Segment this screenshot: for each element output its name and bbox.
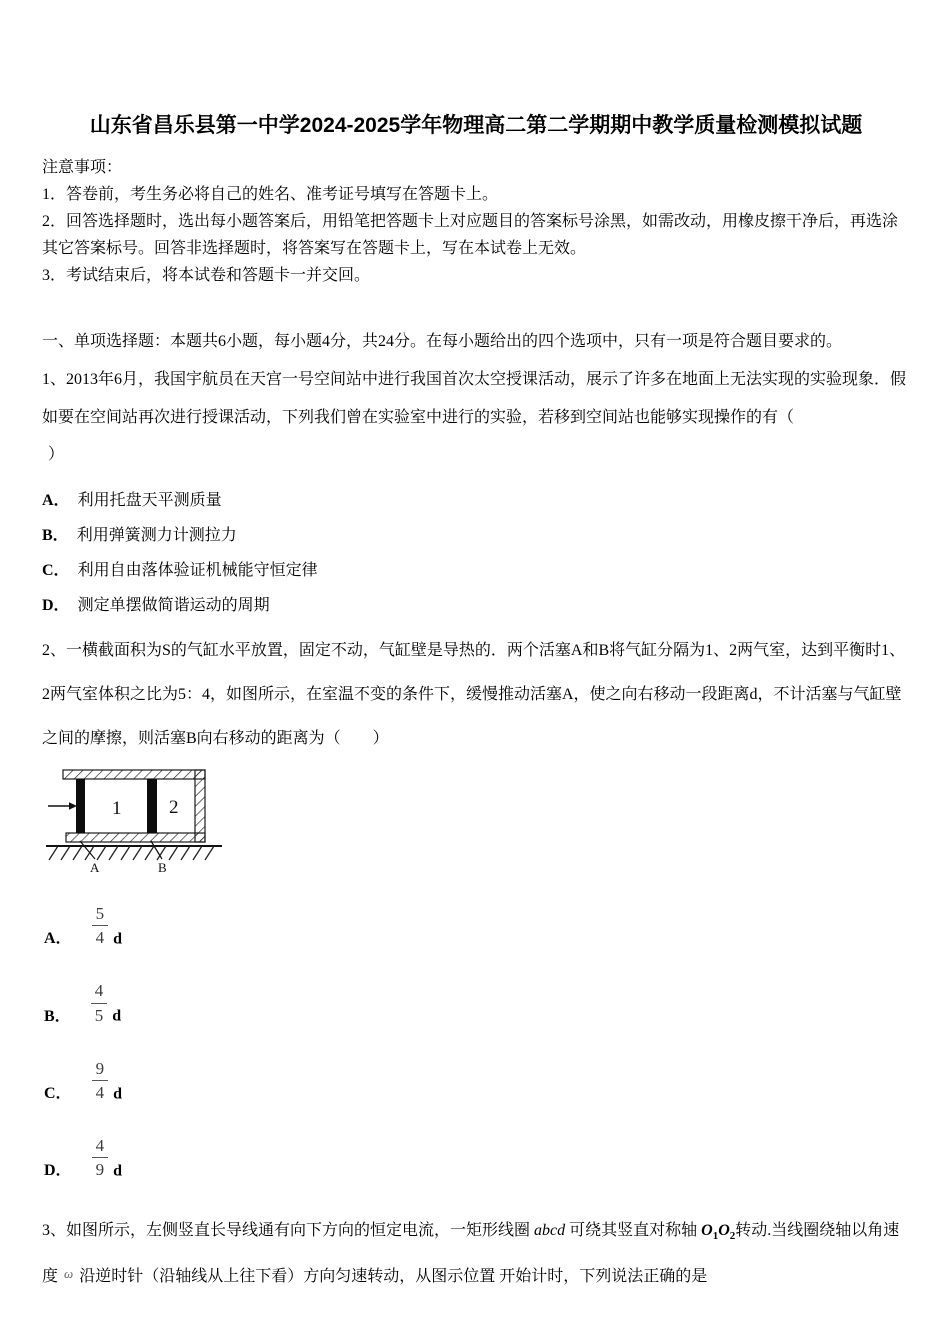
cylinder-figure (46, 767, 224, 875)
option-label: C． (42, 562, 70, 579)
q3-text-4: 沿逆时针（沿轴线从上往下看）方向匀速转动，从图示位置 开始计时，下列说法正确的是 (75, 1268, 708, 1286)
option-text: 测定单摆做简谐运动的周期 (77, 597, 270, 614)
option-text: 利用弹簧测力计测拉力 (76, 527, 237, 544)
option-label: D． (44, 1162, 72, 1179)
option-suffix: d (113, 930, 122, 948)
option-label: A． (44, 930, 72, 948)
chamber-1-label: 1 (112, 798, 122, 819)
fraction (92, 1135, 109, 1181)
option-label: C． (44, 1084, 72, 1102)
fraction (92, 903, 109, 949)
axis-o1: O (701, 1222, 713, 1239)
option-text: 利用托盘天平测质量 (77, 492, 222, 509)
fraction-numerator: 5 (95, 904, 105, 923)
question-2-option-c (44, 1058, 910, 1104)
question-1-option-a (42, 489, 910, 513)
fraction-numerator: 9 (95, 1058, 105, 1078)
fraction (92, 1058, 109, 1104)
option-label: A． (42, 492, 70, 509)
option-label: B． (44, 1007, 71, 1025)
question-1-option-b (42, 524, 910, 548)
coil-label: abcd (534, 1222, 566, 1239)
cylinder-right-wall (195, 770, 205, 842)
notice-item-3: 3．考试结束后，将本试卷和答题卡一并交回。 (42, 267, 371, 284)
q3-text-3: 转动.当线圈绕轴以角速度 (42, 1222, 900, 1286)
push-arrow-head (69, 802, 77, 810)
cylinder-top-wall (63, 770, 205, 779)
question-3-stem (42, 1212, 910, 1296)
question-1-close-paren: ） (48, 446, 65, 463)
question-1-option-d (42, 594, 910, 618)
section-heading: 一、单项选择题：本题共6小题，每小题4分，共24分。在每小题给出的四个选项中，只有一项是符合题目要求的。 (42, 333, 843, 350)
piston-b (147, 779, 157, 833)
fraction-numerator: 4 (95, 1135, 105, 1155)
question-2-option-b (44, 980, 910, 1026)
question-2-stem: 2、一横截面积为S的气缸水平放置，固定不动，气缸壁是导热的．两个活塞A和B将气缸分隔为1、2两气室，达到平衡时1、2两气室体积之比为5：4，如图所示，在室温不变的条件下，缓慢推动活塞A，使之向右移动一段距离d，不计活塞与气缸壁之间的摩擦，则活塞B向右移动的距离为（ ） (42, 642, 906, 747)
option-label: D． (42, 597, 70, 614)
notice-item-1: 1．答卷前，考生务必将自己的姓名、准考证号填写在答题卡上。 (42, 186, 499, 203)
fraction-denominator: 9 (92, 1157, 109, 1180)
axis-sub1: 1 (712, 1230, 719, 1243)
notice-heading: 注意事项： (42, 159, 123, 176)
piston-a-label: A (90, 860, 100, 875)
fraction-denominator: 4 (92, 1080, 109, 1103)
question-1-option-c (42, 559, 910, 583)
q3-text-1: 3、如图所示，左侧竖直长导线通有向下方向的恒定电流，一矩形线圈 (42, 1222, 535, 1239)
fraction-numerator: 4 (94, 981, 104, 1001)
fraction (91, 980, 108, 1026)
option-label: B． (42, 527, 69, 544)
axis-o2: O (718, 1222, 730, 1239)
question-1-options (42, 489, 910, 618)
question-2-option-d (44, 1135, 910, 1181)
piston-b-leader (151, 841, 162, 859)
piston-b-label: B (158, 860, 167, 875)
fraction-denominator: 5 (91, 1003, 108, 1026)
option-suffix: d (113, 1084, 122, 1102)
notice-item-2: 2．回答选择题时，选出每小题答案后，用铅笔把答题卡上对应题目的答案标号涂黑，如需改动，用橡皮擦干净后，再选涂其它答案标号。回答非选择题时，将答案写在答题卡上，写在本试卷上无效。 (42, 213, 899, 257)
axis-sub2: 2 (729, 1230, 736, 1243)
q3-text-2: 可绕其竖直对称轴 (565, 1222, 702, 1239)
question-2-option-a (44, 903, 910, 949)
piston-a (76, 779, 85, 833)
question-2-options (42, 903, 910, 1181)
omega-symbol: ω (64, 1266, 74, 1282)
option-text: 利用自由落体验证机械能守恒定律 (77, 562, 318, 579)
question-1-stem: 1、2013年6月，我国宇航员在天宫一号空间站中进行我国首次太空授课活动，展示了许多在地面上无法实现的实验现象．假如要在空间站再次进行授课活动，下列我们曾在实验室中进行的实验，若移到空间站也能够实现操作的有（ (42, 371, 907, 426)
chamber-2-label: 2 (169, 797, 179, 818)
ground-hatching (49, 846, 214, 860)
notice-section (42, 154, 910, 289)
cylinder-bottom-wall (66, 833, 205, 842)
option-suffix: d (113, 1162, 122, 1179)
fraction-denominator: 4 (92, 925, 109, 948)
option-suffix: d (112, 1007, 122, 1025)
page-title: 山东省昌乐县第一中学2024-2025学年物理高二第二学期期中教学质量检测模拟试题 (89, 114, 863, 137)
rotation-axis-label (701, 1222, 736, 1243)
